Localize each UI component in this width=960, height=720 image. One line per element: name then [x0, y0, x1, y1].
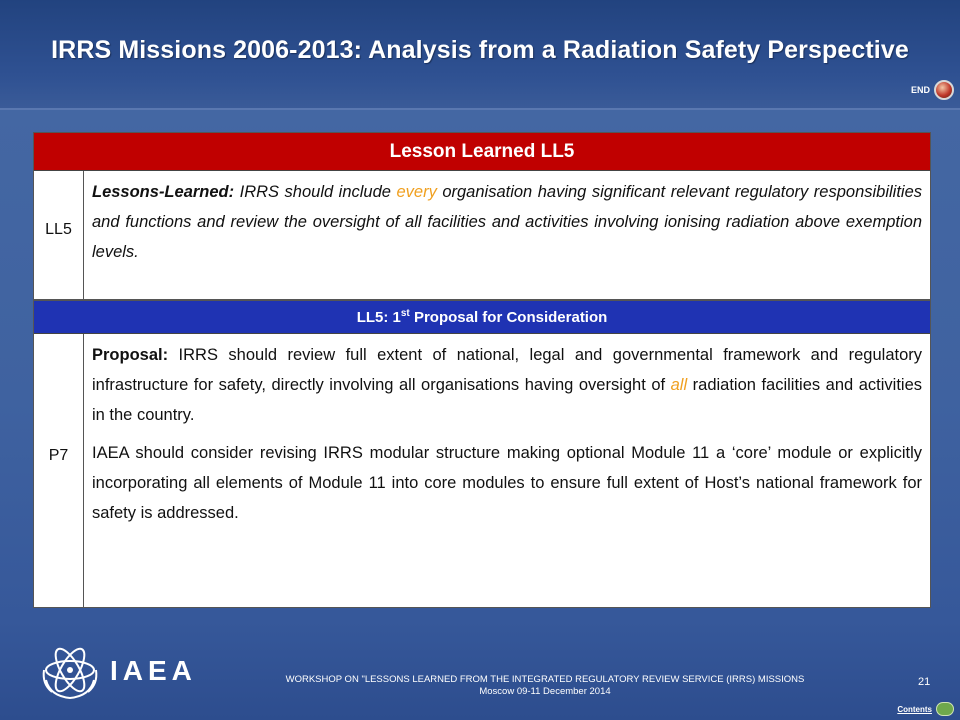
- end-icon[interactable]: [934, 80, 954, 100]
- footer-line-2: Moscow 09-11 December 2014: [479, 686, 611, 697]
- proposal-heading-prefix: LL5: 1: [356, 309, 401, 326]
- end-link[interactable]: [911, 80, 954, 100]
- iaea-logo-text: IAEA: [110, 655, 197, 686]
- lesson-learned-heading: Lesson Learned LL5: [34, 133, 930, 171]
- lesson-text-before: IRRS should include: [234, 183, 397, 201]
- lesson-text: [84, 171, 930, 299]
- proposal-heading-suffix: Proposal for Consideration: [409, 309, 608, 326]
- proposal-heading-sup: st: [400, 308, 410, 319]
- proposal-row: [34, 334, 930, 607]
- proposal-paragraph-2: IAEA should consider revising IRRS modular structure making optional Module 11 a ‘core’ module or explicitly incorporating all elements of Module 11 into core modules to ensure full extent of Host’s national framework for safety is addressed.: [92, 444, 922, 522]
- lesson-lead: Lessons-Learned:: [92, 183, 235, 201]
- proposal-p1-after: radiation facilities and activities in the country.: [92, 376, 922, 424]
- proposal-text: [84, 334, 930, 607]
- lesson-learned-table: [33, 132, 931, 300]
- lesson-code: LL5: [34, 171, 84, 299]
- proposal-paragraph-1: [92, 340, 922, 430]
- proposal-lead: Proposal:: [92, 346, 169, 364]
- proposal-p1-before: IRRS should review full extent of national, legal and governmental framework and regulatory infrastructure for safety, directly involving all organisations having oversight of: [92, 346, 922, 394]
- lesson-highlight: every: [396, 183, 437, 201]
- footer-text: [240, 674, 850, 698]
- contents-label[interactable]: Contents: [897, 704, 932, 714]
- page-number: 21: [918, 676, 931, 688]
- proposal-table: [33, 300, 931, 608]
- contents-link[interactable]: [897, 702, 954, 716]
- footer-line-1: WORKSHOP ON "LESSONS LEARNED FROM THE INTEGRATED REGULATORY REVIEW SERVICE (IRRS) MISSIONS: [285, 674, 805, 685]
- lesson-learned-row: [34, 171, 930, 299]
- proposal-p1-highlight: all: [670, 376, 688, 394]
- proposal-code: P7: [34, 334, 84, 607]
- end-label[interactable]: END: [910, 85, 930, 95]
- contents-icon[interactable]: [936, 702, 954, 716]
- lesson-text-after: organisation having significant relevant regulatory responsibilities and functions and review the oversight of all facilities and activities involving ionising radiation above exemption levels.: [92, 183, 923, 261]
- slide-title: IRRS Missions 2006-2013: Analysis from a Radiation Safety Perspective: [51, 36, 909, 64]
- proposal-heading: [34, 301, 930, 334]
